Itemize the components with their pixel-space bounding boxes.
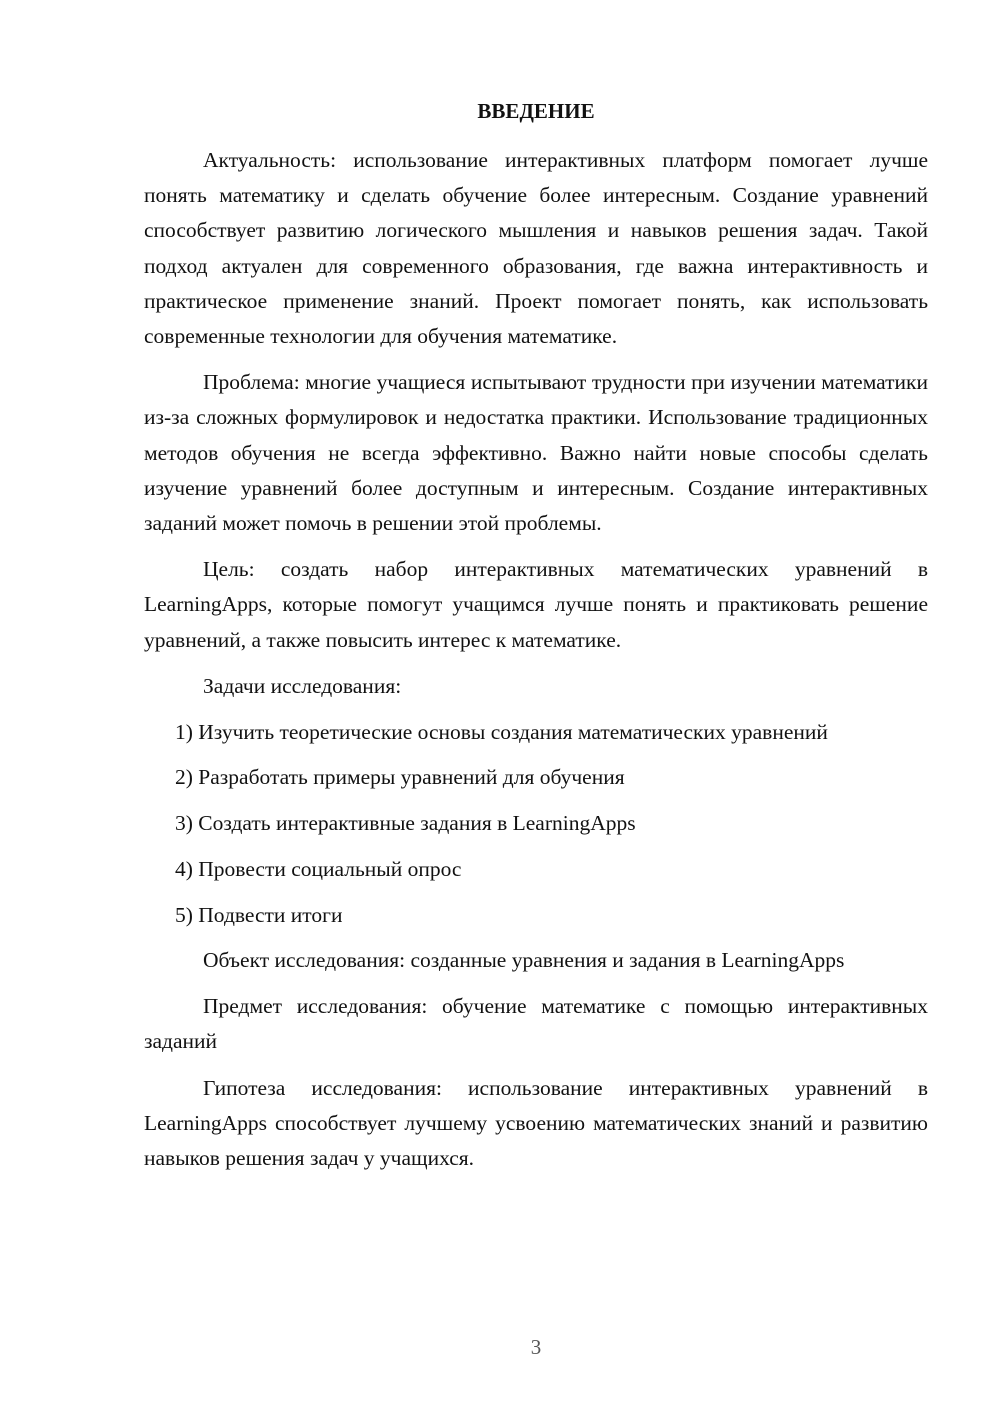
task-item: 5) Подвести итоги — [175, 902, 343, 927]
tasks-list — [144, 715, 928, 933]
page-heading: ВВЕДЕНИЕ — [477, 99, 595, 123]
hypothesis-paragraph: Гипотеза исследования: использование интерактивных уравнений в LearningApps способствует лучшему усвоению математических знаний и развитию навыков решения задач у учащихся. — [144, 1075, 928, 1171]
goal-paragraph: Цель: создать набор интерактивных математических уравнений в LearningApps, которые помогут учащимся лучше понять и практиковать решение уравнений, а также повысить интерес к математике. — [144, 557, 928, 652]
task-item: 1) Изучить теоретические основы создания математических уравнений — [175, 719, 828, 744]
document-body — [144, 143, 928, 1176]
task-item: 3) Создать интерактивные задания в LearningApps — [175, 811, 636, 836]
tasks-title: Задачи исследования: — [203, 673, 402, 698]
problem-paragraph: Проблема: многие учащиеся испытывают трудности при изучении математики из-за сложных формулировок и недостатка практики. Использование традиционных методов обучения не всегда эффективно. Важно найти новые способы сделать изучение уравнений более доступным и интересным. Создание интерактивных заданий может помочь в решении этой проблемы. — [144, 370, 928, 536]
object-paragraph: Объект исследования: созданные уравнения и задания в LearningApps — [203, 948, 845, 973]
task-item: 2) Разработать примеры уравнений для обучения — [175, 765, 625, 790]
subject-paragraph: Предмет исследования: обучение математике с помощью интерактивных заданий — [144, 994, 928, 1054]
task-item: 4) Провести социальный опрос — [175, 857, 462, 882]
page-number: 3 — [530, 1335, 542, 1359]
relevance-paragraph: Актуальность: использование интерактивных платформ помогает лучше понять математику и сделать обучение более интересным. Создание уравнений способствует развитию логического мышления и навыков решения задач. Такой подход актуален для современного образования, где важна интерактивность и практическое применение знаний. Проект помогает понять, как использовать современные технологии для обучения математике. — [144, 148, 928, 349]
